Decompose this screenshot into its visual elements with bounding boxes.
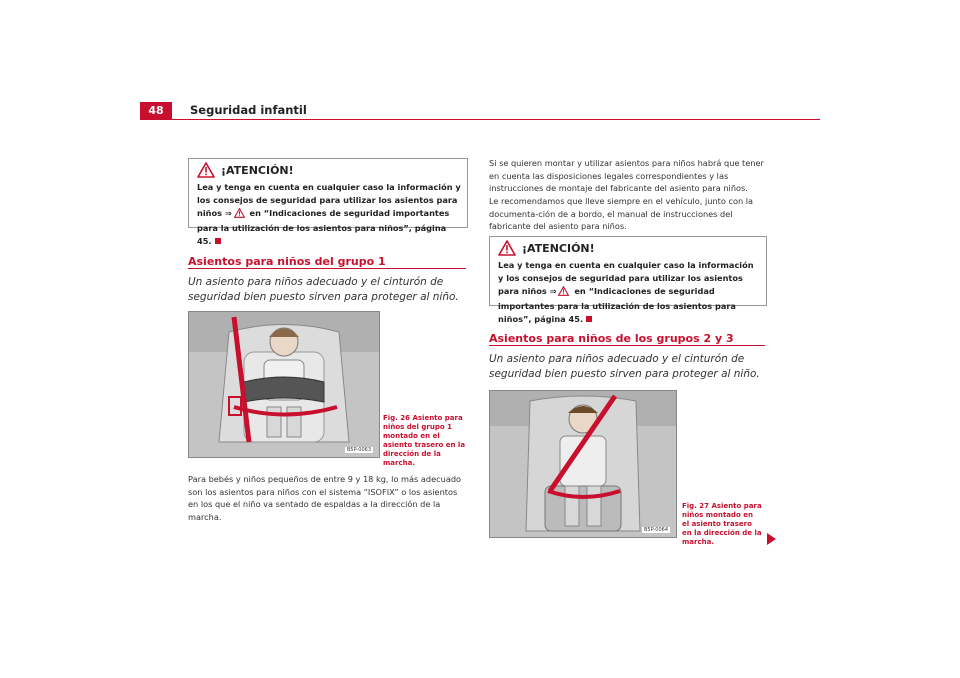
section-title: Asientos para niños de los grupos 2 y 3	[489, 332, 734, 345]
intro-paragraph-1: Si se quieren montar y utilizar asientos para niños habrá que tener en cuenta las disposiciones legales correspondientes y las instrucciones de montaje del fabricante del asiento para niños.	[489, 158, 764, 193]
warning-heading: ¡ATENCIÓN!	[221, 164, 294, 177]
warning-heading: ¡ATENCIÓN!	[522, 242, 595, 255]
end-mark	[586, 316, 592, 322]
warning-box-2	[489, 236, 767, 324]
figure-26-image	[188, 311, 380, 458]
figure-caption: Fig. 27 Asiento para niños montado en el asiento trasero en la dirección de la marcha.	[682, 502, 762, 546]
warning-text: Lea y tenga en cuenta en cualquier caso la información y los consejos de seguridad para utilizar los asientos para niños ⇒ en “Indicaciones de seguridad importantes para la utilización de los asientos para niños”, página 45.	[197, 182, 461, 246]
end-mark	[215, 238, 221, 244]
section-rule	[489, 345, 765, 346]
warning-box-1	[188, 158, 468, 246]
warning-ref-icon	[234, 208, 245, 222]
figure-code: B5P-0063	[346, 447, 371, 453]
section-title: Asientos para niños del grupo 1	[188, 255, 386, 268]
page-number: 48	[140, 102, 172, 119]
section-subtitle: Un asiento para niños adecuado y el cinturón de seguridad bien puesto sirven para proteger al niño.	[188, 276, 459, 303]
warning-icon	[498, 240, 516, 260]
intro-paragraph-2: Le recomendamos que lleve siempre en el vehículo, junto con la documenta-ción de a bordo, el manual de instrucciones del fabricante del asiento para niños.	[489, 196, 754, 231]
warning-icon	[197, 162, 215, 182]
next-page-arrow-icon	[767, 533, 776, 545]
body-paragraph: Para bebés y niños pequeños de entre 9 y 18 kg, lo más adecuado son los asientos para niños con el sistema “ISOFIX” o los asientos en los que el niño va sentado de espaldas a la dirección de la marcha.	[188, 474, 462, 522]
figure-27-image	[489, 390, 677, 538]
warning-text: Lea y tenga en cuenta en cualquier caso la información y los consejos de seguridad para utilizar los asientos para niños ⇒ en “Indicaciones de seguridad importantes para la utilización de los asientos para niños”, página 45.	[498, 260, 754, 324]
section-rule	[188, 268, 466, 269]
section-subtitle: Un asiento para niños adecuado y el cinturón de seguridad bien puesto sirven para proteger al niño.	[489, 353, 760, 380]
header-title: Seguridad infantil	[190, 103, 307, 117]
header-rule	[140, 119, 820, 120]
figure-code: B5P-0064	[643, 527, 668, 533]
figure-caption: Fig. 26 Asiento para niños del grupo 1 montado en el asiento trasero en la dirección de la marcha.	[383, 414, 466, 467]
warning-ref-icon	[558, 286, 569, 300]
